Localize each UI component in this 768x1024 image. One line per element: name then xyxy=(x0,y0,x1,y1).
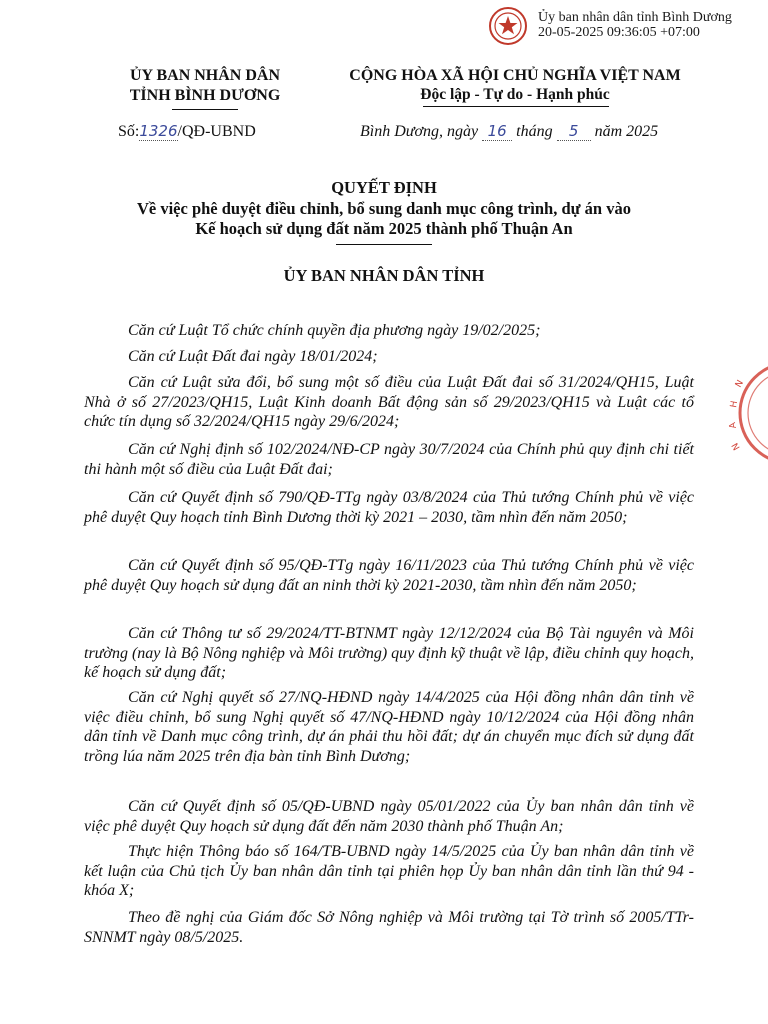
paragraph: Theo đề nghị của Giám đốc Sở Nông nghiệp và Môi trường tại Tờ trình số 2005/TTr-SNNMT ngày 08/5/2025. xyxy=(84,909,694,946)
signature-datetime: 20-05-2025 09:36:05 +07:00 xyxy=(538,25,700,40)
paragraph: Căn cứ Quyết định số 05/QĐ-UBND ngày 05/01/2022 của Ủy ban nhân dân tỉnh về việc phê duyệt Quy hoạch sử dụng đất đến năm 2030 thành phố Thuận An; xyxy=(84,798,694,835)
month-handwritten: 5 xyxy=(557,122,591,141)
paragraph: Căn cứ Quyết định số 790/QĐ-TTg ngày 03/8/2024 của Thủ tướng Chính phủ về việc phê duyệt Quy hoạch tỉnh Bình Dương thời kỳ 2021 – 2030, tầm nhìn đến năm 2050; xyxy=(84,489,694,526)
agency-underline xyxy=(172,109,238,110)
issuing-authority: ỦY BAN NHÂN DÂN TỈNH xyxy=(283,266,485,285)
document-number xyxy=(118,122,256,141)
national-motto: Độc lập - Tự do - Hạnh phúc xyxy=(420,86,610,103)
day-handwritten: 16 xyxy=(482,122,512,141)
place-label: Bình Dương, ngày xyxy=(360,123,479,140)
svg-text:H: H xyxy=(729,400,741,409)
agency-name xyxy=(100,66,310,106)
svg-text:A: A xyxy=(728,421,739,430)
paragraph: Căn cứ Luật Đất đai ngày 18/01/2024; xyxy=(128,348,378,365)
svg-text:N: N xyxy=(733,378,746,390)
paragraph: Thực hiện Thông báo số 164/TB-UBND ngày 14/5/2025 của Ủy ban nhân dân tỉnh về kết luận của Chủ tịch Ủy ban nhân dân tỉnh tại phiên họp Ủy ban nhân dân tỉnh lần thứ 94 - khóa X; xyxy=(84,843,694,899)
national-title: CỘNG HÒA XÃ HỘI CHỦ NGHĨA VIỆT NAM xyxy=(349,67,681,84)
doc-no-prefix: Số: xyxy=(118,123,140,140)
agency-line-1: ỦY BAN NHÂN DÂN xyxy=(129,67,281,84)
decision-subject-line-1: Về việc phê duyệt điều chỉnh, bổ sung danh mục công trình, dự án vào xyxy=(136,199,631,218)
paragraph: Căn cứ Luật Tổ chức chính quyền địa phương ngày 19/02/2025; xyxy=(128,322,541,339)
doc-no-handwritten: 1326 xyxy=(139,122,178,140)
signature-org: Ủy ban nhân dân tỉnh Bình Dương xyxy=(538,10,732,25)
paragraph: Căn cứ Quyết định số 95/QĐ-TTg ngày 16/11/2023 của Thủ tướng Chính phủ về việc phê duyệt Quy hoạch sử dụng đất an ninh thời kỳ 2021-2030, tầm nhìn đến năm 2050; xyxy=(84,557,694,594)
motto-underline xyxy=(423,106,609,107)
month-label: tháng xyxy=(516,123,553,140)
paragraph: Căn cứ Nghị quyết số 27/NQ-HĐND ngày 14/4/2025 của Hội đồng nhân dân tỉnh về việc điều chỉnh, bổ sung Nghị quyết số 47/NQ-HĐND ngày 10/12/2024 của Hội đồng nhân dân tỉnh về Danh mục công trình, dự án phải thu hồi đất; dự án chuyển mục đích sử dụng đất trồng lúa năm 2025 trên địa bàn tỉnh Bình Dương; xyxy=(84,689,694,765)
digital-signature xyxy=(488,6,758,46)
agency-line-2: TỈNH BÌNH DƯƠNG xyxy=(129,87,281,104)
emblem-icon xyxy=(488,6,528,46)
year-label: năm 2025 xyxy=(594,123,659,140)
subject-underline xyxy=(336,244,432,245)
paragraph: Căn cứ Luật sửa đổi, bổ sung một số điều của Luật Đất đai số 31/2024/QH15, Luật Nhà ở số 27/2023/QH15, Luật Kinh doanh Bất động sản số 29/2023/QH15 và Luật các tổ chức tín dụng số 32/2024/QH15 ngày 29/6/2024; xyxy=(84,374,694,430)
decision-subject-line-2: Kế hoạch sử dụng đất năm 2025 thành phố Thuận An xyxy=(195,219,573,238)
doc-no-suffix: /QĐ-UBND xyxy=(177,123,256,140)
place-date xyxy=(360,122,658,141)
red-stamp-seal xyxy=(728,358,768,468)
svg-text:N: N xyxy=(730,440,743,452)
paragraph: Căn cứ Nghị định số 102/2024/NĐ-CP ngày 30/7/2024 của Chính phủ quy định chi tiết thi hành một số điều của Luật Đất đai; xyxy=(84,441,694,478)
decision-title: QUYẾT ĐỊNH xyxy=(331,178,437,197)
paragraph: Căn cứ Thông tư số 29/2024/TT-BTNMT ngày 12/12/2024 của Bộ Tài nguyên và Môi trường (nay là Bộ Nông nghiệp và Môi trường) quy định kỹ thuật về lập, điều chỉnh quy hoạch, kế hoạch sử dụng đất; xyxy=(84,625,694,681)
